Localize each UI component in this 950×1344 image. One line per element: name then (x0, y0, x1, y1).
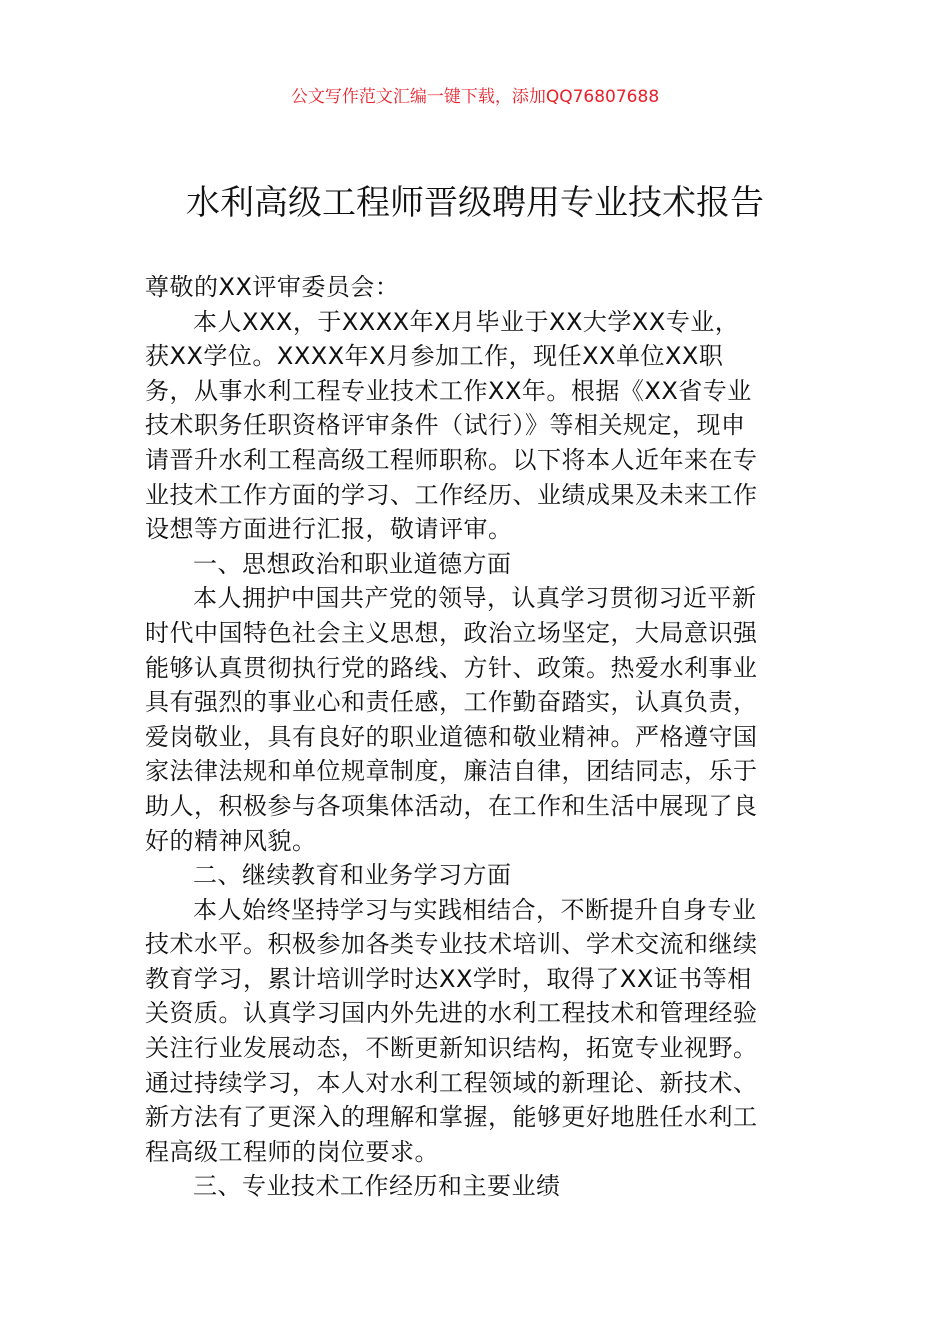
paragraph-line: 业技术工作方面的学习、工作经历、业绩成果及未来工作 (145, 480, 758, 509)
paragraph-line: 本人XXX，于XXXX年X月毕业于XX大学XX专业， (193, 307, 740, 336)
document-body (145, 270, 845, 1204)
section-heading-3: 三、专业技术工作经历和主要业绩 (193, 1172, 561, 1201)
paragraph-line: 关注行业发展动态，不断更新知识结构，拓宽专业视野。 (145, 1034, 758, 1063)
paragraph-line: 本人拥护中国共产党的领导，认真学习贯彻习近平新 (193, 584, 757, 613)
paragraph-line: 本人始终坚持学习与实践相结合，不断提升自身专业 (193, 895, 757, 924)
paragraph-line: 教育学习，累计培训学时达XX学时，取得了XX证书等相 (145, 964, 752, 993)
paragraph-line: 关资质。认真学习国内外先进的水利工程技术和管理经验 (145, 999, 758, 1028)
paragraph-line: 程高级工程师的岗位要求。 (145, 1137, 439, 1166)
paragraph-line: 好的精神风貌。 (145, 826, 317, 855)
paragraph-line: 获XX学位。XXXX年X月参加工作，现任XX单位XX职 (145, 342, 724, 371)
paragraph-line: 能够认真贯彻执行党的路线、方针、政策。热爱水利事业 (145, 653, 758, 682)
section-heading-2: 二、继续教育和业务学习方面 (193, 861, 512, 890)
document-title: 水利高级工程师晋级聘用专业技术报告 (186, 183, 764, 223)
salutation: 尊敬的XX评审委员会： (145, 273, 400, 301)
paragraph-line: 技术职务任职资格评审条件（试行）》等相关规定，现申 (145, 411, 746, 440)
download-promo-banner: 公文写作范文汇编一键下载，添加QQ76807688 (290, 87, 660, 107)
paragraph-line: 助人，积极参与各项集体活动，在工作和生活中展现了良 (145, 791, 758, 820)
section-heading-1: 一、思想政治和职业道德方面 (193, 549, 512, 578)
paragraph-line: 家法律法规和单位规章制度，廉洁自律，团结同志，乐于 (145, 757, 758, 786)
paragraph-line: 爱岗敬业，具有良好的职业道德和敬业精神。严格遵守国 (145, 722, 758, 751)
paragraph-line: 时代中国特色社会主义思想，政治立场坚定，大局意识强 (145, 618, 758, 647)
paragraph-line: 技术水平。积极参加各类专业技术培训、学术交流和继续 (145, 930, 758, 959)
paragraph-line: 设想等方面进行汇报，敬请评审。 (145, 515, 513, 544)
paragraph-line: 通过持续学习，本人对水利工程领域的新理论、新技术、 (145, 1068, 758, 1097)
paragraph-line: 新方法有了更深入的理解和掌握，能够更好地胜任水利工 (145, 1103, 758, 1132)
paragraph-line: 务，从事水利工程专业技术工作XX年。根据《XX省专业 (145, 376, 752, 405)
paragraph-line: 请晋升水利工程高级工程师职称。以下将本人近年来在专 (145, 445, 758, 474)
paragraph-line: 具有强烈的事业心和责任感，工作勤奋踏实，认真负责， (145, 688, 758, 717)
